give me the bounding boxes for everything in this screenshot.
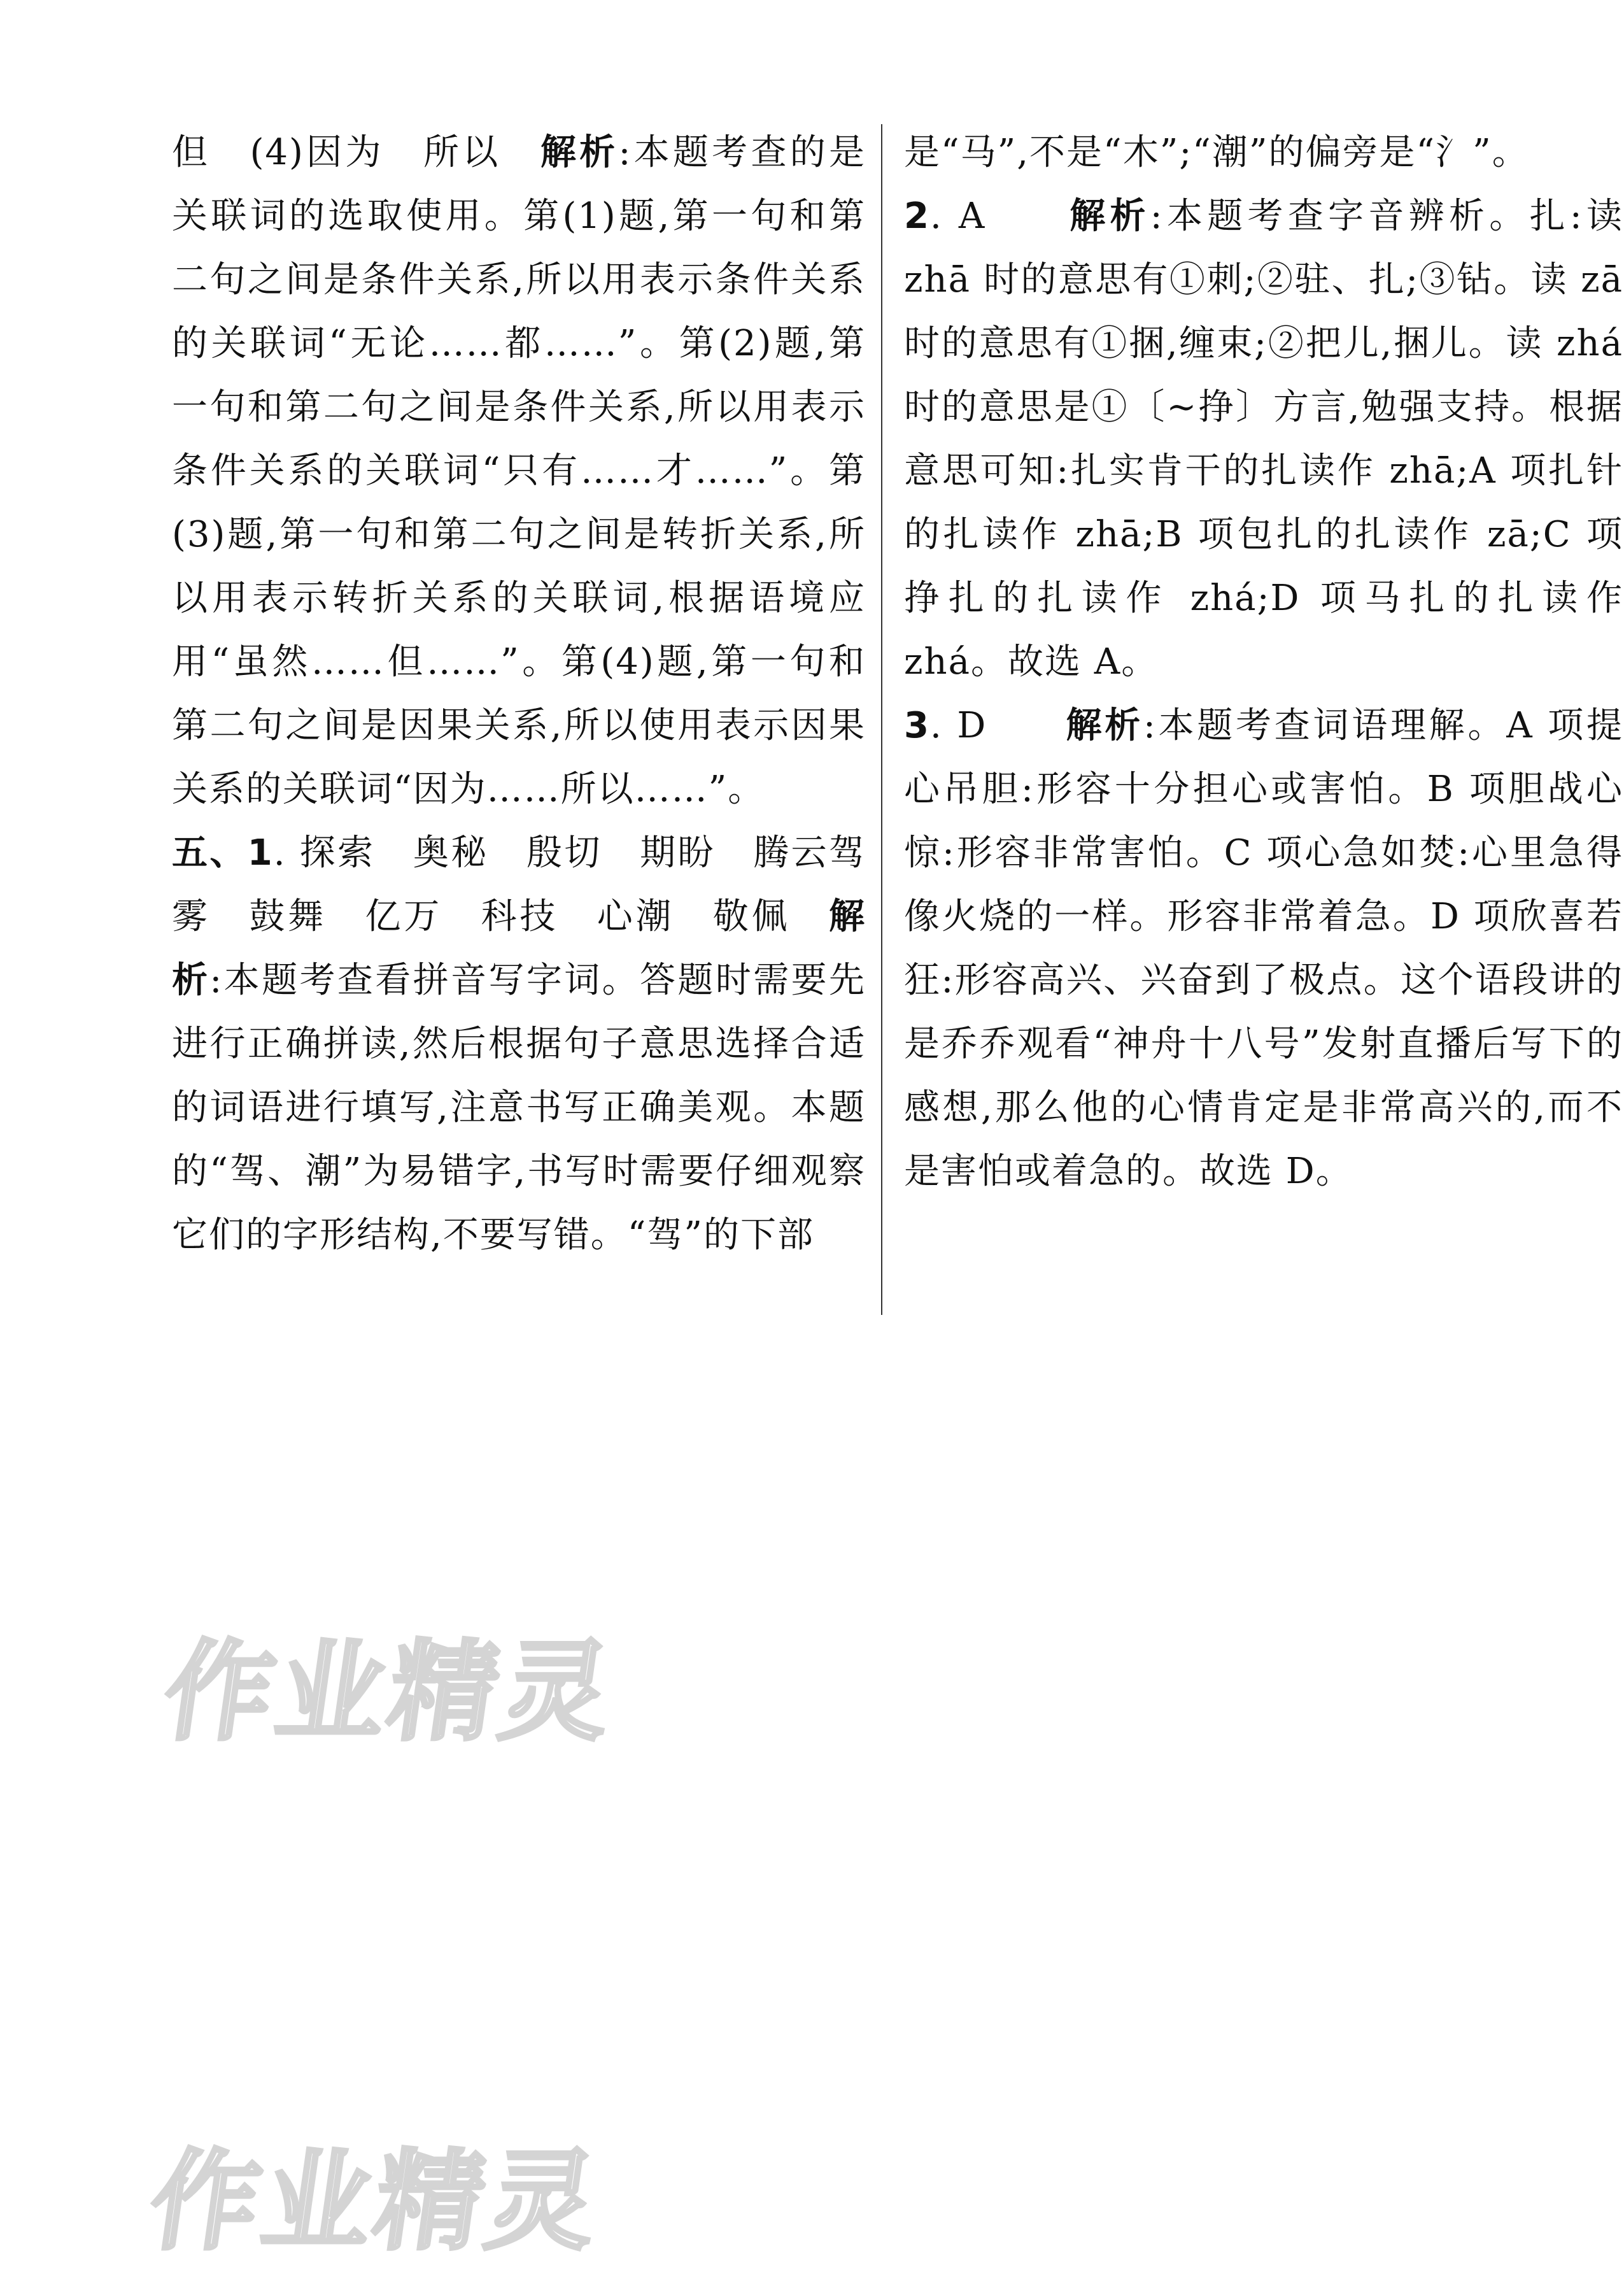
continued-paragraph bbox=[904, 121, 1623, 185]
answer-paragraph-5-2 bbox=[904, 185, 1623, 694]
analysis-label: 解析 bbox=[172, 896, 866, 1001]
question-number: 3 bbox=[904, 705, 930, 746]
analysis-text: :本题考查的是关联词的选取使用。第(1)题,第一句和第二句之间是条件关系,所以用表示条件关系的关联词“无论……都……”。第(2)题,第一句和第二句之间是条件关系,所以用表示条件关系的关联词“只有……才……”。第(3)题,第一句和第二句之间是转折关系,所以用表示转折关系的关联词,根据语境应用“虽然……但……”。第(4)题,第一句和第二句之间是因果关系,所以使用表示因果关系的关联词“因为……所以……”。 bbox=[172, 132, 866, 810]
continued-text: 是“马”,不是“木”;“潮”的偏旁是“氵”。 bbox=[904, 132, 1529, 173]
answer-text: 但 (4)因为 所以 bbox=[172, 132, 540, 173]
answer-paragraph-4-4 bbox=[172, 121, 866, 821]
watermark-logo: 作业精灵 bbox=[156, 1629, 623, 1756]
answer-text: . A bbox=[929, 195, 1070, 237]
analysis-label: 解析 bbox=[1070, 195, 1150, 237]
answer-text: . 探索 奥秘 殷切 期盼 腾云驾雾 鼓舞 亿万 科技 心潮 敬佩 bbox=[172, 832, 866, 937]
analysis-label: 解析 bbox=[1066, 705, 1143, 746]
question-number: 2 bbox=[904, 195, 930, 237]
left-column bbox=[172, 121, 866, 1267]
column-divider bbox=[881, 124, 882, 1315]
section-number: 五、 bbox=[172, 832, 248, 874]
question-number: 1 bbox=[247, 832, 274, 874]
watermark-logo: 作业精灵 bbox=[142, 2139, 609, 2265]
answer-paragraph-5-3 bbox=[904, 694, 1623, 1203]
analysis-text: :本题考查看拼音写字词。答题时需要先进行正确拼读,然后根据句子意思选择合适的词语进行填写,注意书写正确美观。本题的“驾、潮”为易错字,书写时需要仔细观察它们的字形结构,不要写错。“驾”的下部 bbox=[172, 960, 866, 1256]
right-column bbox=[904, 121, 1623, 1203]
analysis-text: :本题考查词语理解。A 项提心吊胆:形容十分担心或害怕。B 项胆战心惊:形容非常害怕。C 项心急如焚:心里急得像火烧的一样。形容非常着急。D 项欣喜若狂:形容高兴、兴奋到了极点。这个语段讲的是乔乔观看“神舟十八号”发射直播后写下的感想,那么他的心情肯定是非常高兴的,而不是害怕或着急的。故选 D。 bbox=[904, 705, 1624, 1192]
analysis-label: 解析 bbox=[540, 132, 619, 173]
analysis-text: :本题考查字音辨析。扎:读 zhā 时的意思有①刺;②驻、扎;③钻。读 zā 时的意思有①捆,缠束;②把儿,捆儿。读 zhá 时的意思是①〔~挣〕方言,勉强支持。根据意思可知:扎实肯干的扎读作 zhā;A 项扎针的扎读作 zhā;B 项包扎的扎读作 zā;C 项挣扎的扎读作 zhá;D 项马扎的扎读作 zhá。故选 A。 bbox=[904, 195, 1624, 683]
answer-paragraph-5-1 bbox=[172, 821, 866, 1267]
answer-text: . D bbox=[929, 705, 1066, 746]
